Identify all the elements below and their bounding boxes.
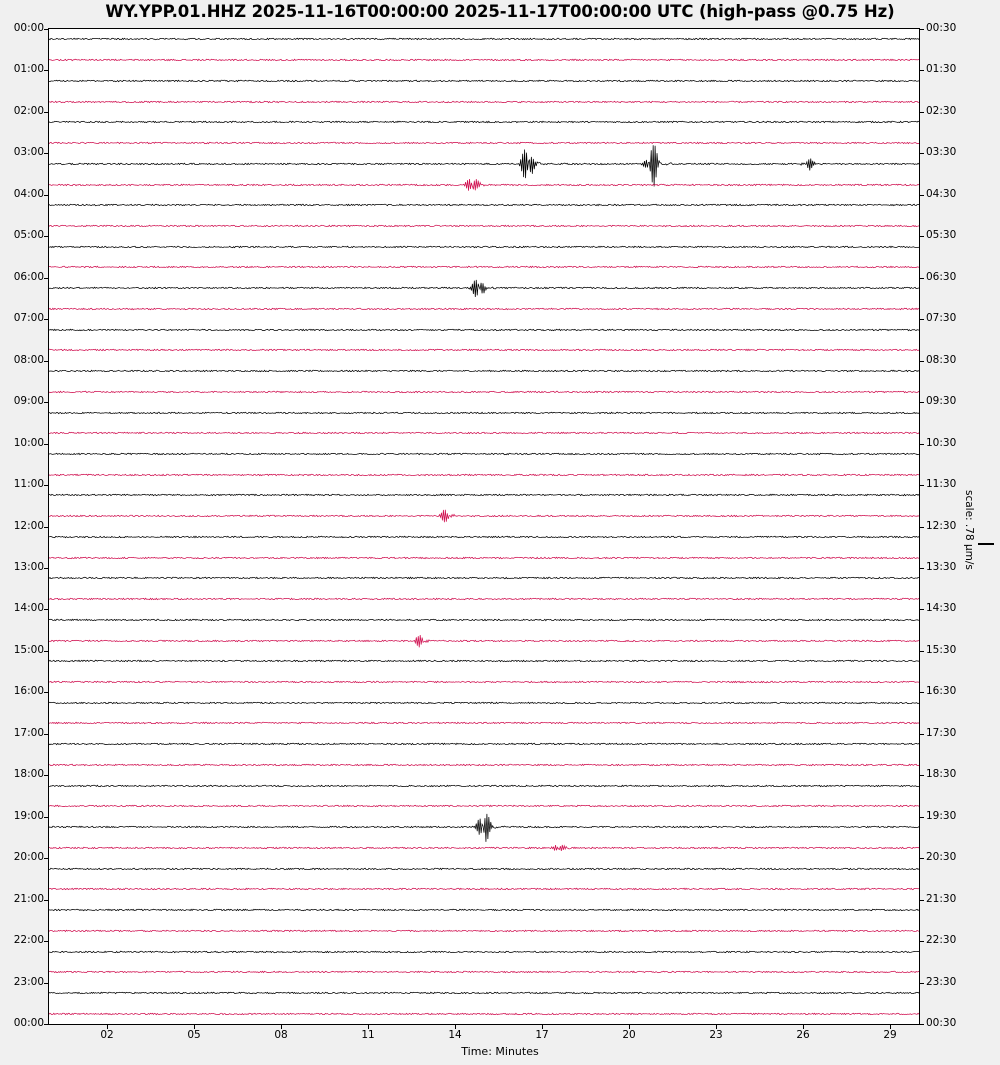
x-tick-mark bbox=[803, 1025, 804, 1029]
y-tick-mark-right bbox=[920, 70, 924, 71]
y-tick-label-left: 22:00 bbox=[13, 934, 44, 947]
y-tick-mark-right bbox=[920, 195, 924, 196]
y-tick-label-right: 15:30 bbox=[926, 643, 957, 656]
x-tick-label: 11 bbox=[361, 1029, 375, 1041]
y-tick-label-left: 09:00 bbox=[13, 395, 44, 408]
y-tick-label-left: 00:00 bbox=[13, 1017, 44, 1029]
y-tick-mark-right bbox=[920, 319, 924, 320]
y-tick-label-left: 06:00 bbox=[13, 270, 44, 283]
y-tick-label-right: 08:30 bbox=[926, 353, 957, 366]
y-tick-mark-right bbox=[920, 444, 924, 445]
y-tick-label-right: 06:30 bbox=[926, 270, 957, 283]
y-tick-label-left: 16:00 bbox=[13, 685, 44, 698]
y-tick-mark-right bbox=[920, 361, 924, 362]
y-tick-label-right: 02:30 bbox=[926, 104, 957, 117]
y-tick-mark-right bbox=[920, 734, 924, 735]
y-tick-label-left: 21:00 bbox=[13, 892, 44, 905]
y-tick-label-right: 05:30 bbox=[926, 229, 957, 242]
y-tick-label-right: 14:30 bbox=[926, 602, 957, 615]
y-tick-label-right: 09:30 bbox=[926, 395, 957, 408]
x-tick-label: 29 bbox=[883, 1029, 897, 1041]
y-tick-mark-right bbox=[920, 527, 924, 528]
x-tick-label: 20 bbox=[622, 1029, 636, 1041]
y-tick-label-right: 20:30 bbox=[926, 851, 957, 864]
y-tick-mark-right bbox=[920, 941, 924, 942]
seismogram-trace bbox=[49, 1013, 919, 1014]
y-tick-label-right: 17:30 bbox=[926, 726, 957, 739]
y-tick-label-left: 02:00 bbox=[13, 104, 44, 117]
plot-area bbox=[48, 28, 920, 1025]
y-tick-label-left: 03:00 bbox=[13, 146, 44, 159]
x-tick-mark bbox=[107, 1025, 108, 1029]
y-tick-label-left: 11:00 bbox=[13, 478, 44, 491]
y-tick-mark-right bbox=[920, 983, 924, 984]
x-tick-mark bbox=[716, 1025, 717, 1029]
y-tick-label-left: 15:00 bbox=[13, 643, 44, 656]
x-tick-label: 05 bbox=[187, 1029, 201, 1041]
y-tick-label-right: 18:30 bbox=[926, 768, 957, 781]
page-title: WY.YPP.01.HHZ 2025-11-16T00:00:00 2025-11-17T00:00:00 UTC (high-pass @0.75 Hz) bbox=[105, 2, 895, 21]
y-tick-label-right: 21:30 bbox=[926, 892, 957, 905]
y-tick-label-right: 12:30 bbox=[926, 519, 957, 532]
y-tick-label-left: 17:00 bbox=[13, 726, 44, 739]
y-tick-label-left: 08:00 bbox=[13, 353, 44, 366]
x-tick-label: 08 bbox=[274, 1029, 288, 1041]
y-tick-label-left: 13:00 bbox=[13, 560, 44, 573]
x-tick-mark bbox=[281, 1025, 282, 1029]
y-tick-mark-right bbox=[920, 112, 924, 113]
y-tick-label-left: 05:00 bbox=[13, 229, 44, 242]
y-tick-label-right: 04:30 bbox=[926, 187, 957, 200]
y-tick-mark-right bbox=[920, 1024, 924, 1025]
y-tick-mark-right bbox=[920, 651, 924, 652]
y-tick-mark-right bbox=[920, 775, 924, 776]
y-tick-label-right: 19:30 bbox=[926, 809, 957, 822]
y-tick-label-right: 13:30 bbox=[926, 560, 957, 573]
x-tick-mark bbox=[194, 1025, 195, 1029]
y-tick-label-right: 23:30 bbox=[926, 975, 957, 988]
y-tick-label-right: 22:30 bbox=[926, 934, 957, 947]
y-tick-mark-right bbox=[920, 29, 924, 30]
x-tick-mark bbox=[890, 1025, 891, 1029]
x-tick-label: 02 bbox=[100, 1029, 114, 1041]
y-tick-label-right: 10:30 bbox=[926, 436, 957, 449]
y-tick-mark-right bbox=[920, 858, 924, 859]
y-tick-label-left: 18:00 bbox=[13, 768, 44, 781]
y-tick-label-left: 12:00 bbox=[13, 519, 44, 532]
y-tick-mark-right bbox=[920, 485, 924, 486]
y-tick-label-right: 00:30 bbox=[926, 22, 957, 34]
x-tick-label: 14 bbox=[448, 1029, 462, 1041]
y-tick-label-left: 00:00 bbox=[13, 22, 44, 34]
y-tick-mark-right bbox=[920, 817, 924, 818]
y-tick-mark-right bbox=[920, 278, 924, 279]
y-tick-label-left: 01:00 bbox=[13, 63, 44, 76]
y-tick-mark-right bbox=[920, 153, 924, 154]
y-tick-mark-right bbox=[920, 402, 924, 403]
y-tick-label-right: 01:30 bbox=[926, 63, 957, 76]
y-tick-label-right: 03:30 bbox=[926, 146, 957, 159]
y-tick-label-left: 04:00 bbox=[13, 187, 44, 200]
x-tick-mark bbox=[368, 1025, 369, 1029]
x-tick-label: 17 bbox=[535, 1029, 549, 1041]
x-tick-label: 26 bbox=[796, 1029, 810, 1041]
x-tick-mark bbox=[629, 1025, 630, 1029]
y-tick-label-left: 14:00 bbox=[13, 602, 44, 615]
y-tick-label-left: 19:00 bbox=[13, 809, 44, 822]
y-tick-label-right: 00:30 bbox=[926, 1017, 957, 1029]
y-tick-label-right: 16:30 bbox=[926, 685, 957, 698]
y-tick-label-left: 20:00 bbox=[13, 851, 44, 864]
y-tick-label-left: 10:00 bbox=[13, 436, 44, 449]
y-tick-mark-right bbox=[920, 900, 924, 901]
y-tick-mark-right bbox=[920, 568, 924, 569]
y-tick-mark-right bbox=[920, 236, 924, 237]
x-tick-mark bbox=[455, 1025, 456, 1029]
x-tick-label: 23 bbox=[709, 1029, 723, 1041]
scale-bar bbox=[978, 543, 994, 545]
scale-label: scale: .78 µm/s bbox=[963, 490, 975, 570]
y-tick-label-right: 07:30 bbox=[926, 312, 957, 325]
y-tick-label-left: 23:00 bbox=[13, 975, 44, 988]
x-tick-mark bbox=[542, 1025, 543, 1029]
y-tick-label-left: 07:00 bbox=[13, 312, 44, 325]
y-tick-mark-right bbox=[920, 692, 924, 693]
y-tick-label-right: 11:30 bbox=[926, 478, 957, 491]
x-axis-label: Time: Minutes bbox=[461, 1045, 539, 1058]
y-tick-mark-right bbox=[920, 609, 924, 610]
